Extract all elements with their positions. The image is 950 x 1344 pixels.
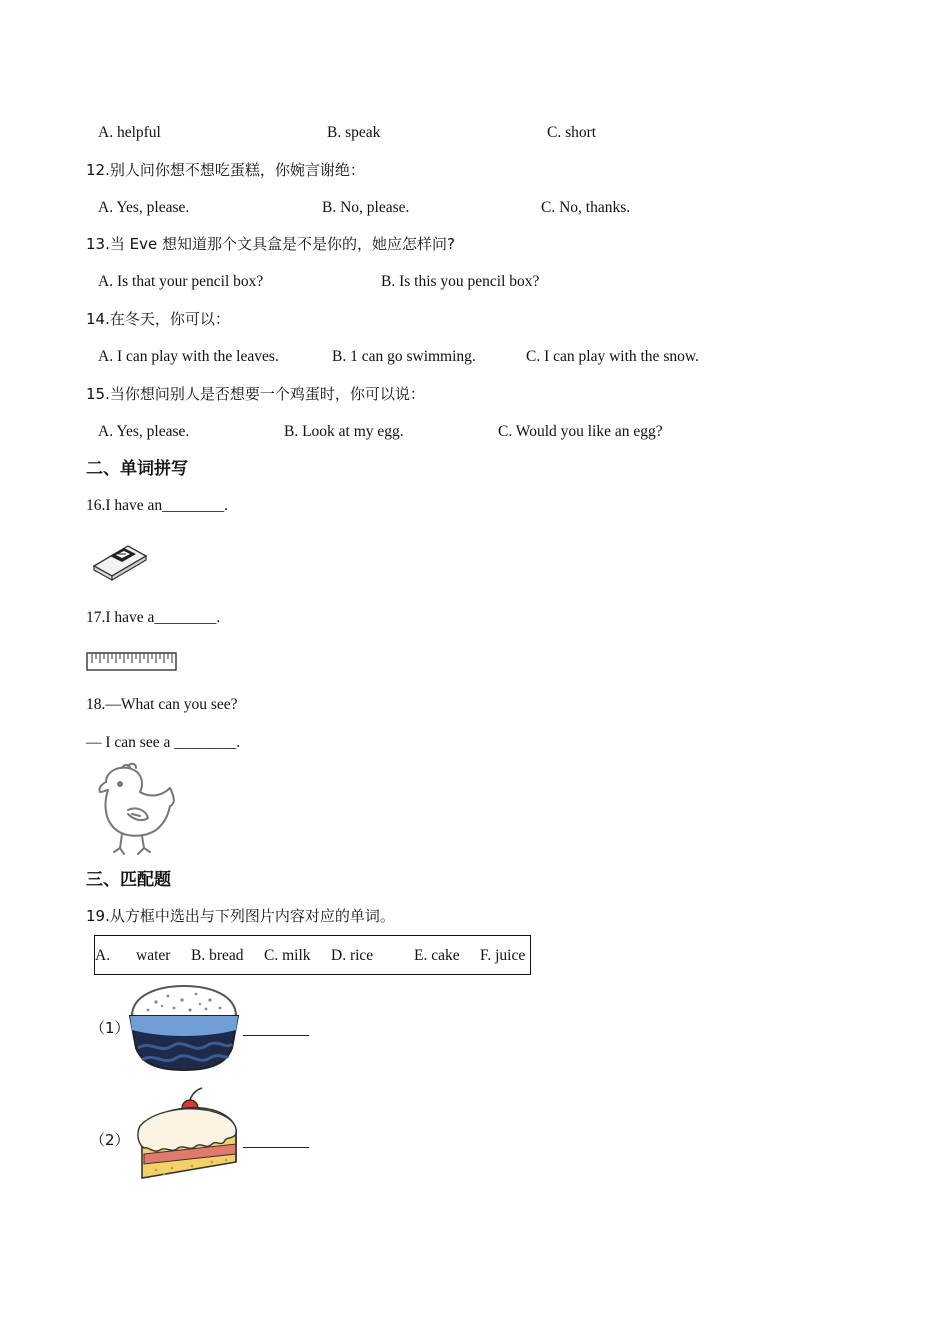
section-3-heading: 三、匹配题 [86,870,171,890]
word-bank-item: F. juice [480,947,526,964]
section-2-heading: 二、单词拼写 [86,459,188,479]
match-item-label: （2） [90,1131,130,1149]
q14-option-c: C. I can play with the snow. [526,348,699,365]
q13-stem: 13.当 Eve 想知道那个文具盒是不是你的，她应怎样问? [86,235,455,253]
chick-image [92,762,184,860]
match-item-label: （1） [90,1019,130,1037]
word-bank-item: D. rice [331,947,374,964]
word-bank-item: water [136,947,171,964]
word-bank-item: E. cake [414,947,460,964]
q12-option-b: B. No, please. [322,199,410,216]
q18-answer-line: — I can see a ________. [86,734,241,751]
rice-bowl-image [126,982,242,1074]
q18-stem: 18.—What can you see? [86,696,238,713]
q12-option-a: A. Yes, please. [98,199,190,216]
word-bank-item: C. milk [264,947,311,964]
q14-option-b: B. 1 can go swimming. [332,348,476,365]
word-bank-item: A. [95,947,111,964]
word-bank-box [94,935,531,975]
word-bank-item: B. bread [191,947,244,964]
eraser-image [90,540,150,582]
q16-stem: 16.I have an________. [86,497,229,514]
q19-stem: 19.从方框中选出与下列图片内容对应的单词。 [86,907,395,925]
ruler-image [86,651,178,673]
q14-stem: 14.在冬天，你可以： [86,310,230,328]
q11-option-b: B. speak [327,124,381,141]
q15-option-c: C. Would you like an egg? [498,423,663,440]
q11-option-a: A. helpful [98,124,161,141]
q13-option-a: A. Is that your pencil box? [98,273,264,290]
q17-stem: 17.I have a________. [86,609,221,626]
q15-option-b: B. Look at my egg. [284,423,404,440]
q12-stem: 12.别人问你想不想吃蛋糕，你婉言谢绝： [86,161,365,179]
q11-option-c: C. short [547,124,597,141]
cake-image [132,1084,242,1192]
q14-option-a: A. I can play with the leaves. [98,348,279,365]
answer-blank-2[interactable] [243,1147,309,1148]
q15-stem: 15.当你想问别人是否想要一个鸡蛋时，你可以说： [86,385,425,403]
q13-option-b: B. Is this you pencil box? [381,273,540,290]
q12-option-c: C. No, thanks. [541,199,631,216]
answer-blank-1[interactable] [243,1035,309,1036]
q15-option-a: A. Yes, please. [98,423,190,440]
